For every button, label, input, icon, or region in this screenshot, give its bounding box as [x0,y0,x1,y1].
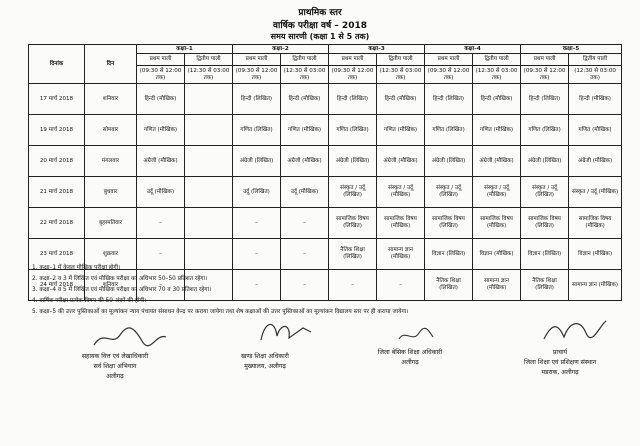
subject-cell [185,115,233,146]
subject-cell: अंग्रेजी (मौखिक) [137,146,185,177]
subject-cell: अंग्रेजी (लिखित) [233,146,281,177]
subject-cell: गणित (लिखित) [521,115,569,146]
subject-cell: – [137,208,185,239]
note-item: 1. कक्षा–1 में केवल मौखिक परीक्षा होगी। [32,265,121,271]
subject-cell: सामाजिक विषय (मौखिक) [569,208,622,239]
subject-cell: उर्दू (मौखिक) [281,177,329,208]
subject-cell: संस्कृत / उर्दू (मौखिक) [377,177,425,208]
subject-cell: गणित (मौखिक) [137,115,185,146]
shift-2-time: (12:30 से 03:00 तक) [281,66,329,84]
subject-cell: – [233,208,281,239]
date-cell: 22 मार्च 2018 [29,208,85,239]
subject-cell: विज्ञान (लिखित) [425,239,473,270]
subject-cell: नैतिक शिक्षा (लिखित) [521,270,569,301]
subject-cell: विज्ञान (मौखिक) [569,239,622,270]
date-cell: 20 मार्च 2018 [29,146,85,177]
header-timetable: समय सारणी (कक्षा 1 से 5 तक) [270,32,370,41]
signature-block-finance: सहायक वित्त एवं लेखाधिकारी सर्व शिक्षा अभियान अलीगढ़ [81,353,149,380]
subject-cell: अंग्रेजी (मौखिक) [569,146,622,177]
header-exam-year: वार्षिक परीक्षा वर्ष – 2018 [273,21,367,31]
note-item: 2. कक्षा–2 व 3 में लिखित एवं मौखिक परीक्षा का अधिभार 50–50 प्रतिशत रहेगा। [32,276,208,282]
subject-cell: अंग्रेजी (मौखिक) [473,146,521,177]
class-2-header: कक्षा–2 [233,45,329,54]
shift-1-time: (09:30 से 12:00 तक) [233,66,281,84]
subject-cell: गणित (लिखित) [425,115,473,146]
subject-cell: गणित (लिखित) [329,115,377,146]
subject-cell: – [233,239,281,270]
day-cell: सोमवार [85,115,137,146]
header-level: प्राथमिक स्तर [298,8,342,18]
shift-2-time: (12:30 से 03:00 तक) [569,66,622,84]
subject-cell: – [281,270,329,301]
shift-2-label: द्वितीय पाली [281,54,329,66]
subject-cell: सामाजिक विषय (लिखित) [425,208,473,239]
subject-cell: गणित (मौखिक) [473,115,521,146]
date-cell: 21 मार्च 2018 [29,177,85,208]
subject-cell: – [377,270,425,301]
subject-cell: गणित (मौखिक) [281,115,329,146]
subject-cell: हिन्दी (मौखिक) [377,84,425,115]
subject-cell: सामाजिक विषय (लिखित) [329,208,377,239]
day-cell: शुक्रवार [85,239,137,270]
subject-cell [185,84,233,115]
shift-2-time: (12:30 से 03:00 तक) [473,66,521,84]
subject-cell: संस्कृत / उर्दू (लिखित) [521,177,569,208]
date-cell: 23 मार्च 2018 [29,239,85,270]
subject-cell: उर्दू (मौखिक) [137,177,185,208]
subject-cell: सामान्य ज्ञान (मौखिक) [473,270,521,301]
shift-2-label: द्वितीय पाली [569,54,622,66]
note-item: 3. कक्षा–4 व 5 में लिखित एवं मौखिक परीक्षा का अधिभार 70 व 30 प्रतिशत रहेगा। [32,287,212,293]
shift-1-label: प्रथम पाली [425,54,473,66]
shift-2-time: (12:30 से 03:00 तक) [185,66,233,84]
shift-1-time: (09:30 से 12:00 तक) [521,66,569,84]
subject-cell: अंग्रेजी (लिखित) [329,146,377,177]
shift-1-time: (09:30 से 12:00 तक) [329,66,377,84]
subject-cell: हिन्दी (मौखिक) [137,84,185,115]
signature-scribble-1 [90,325,170,351]
shift-2-label: द्वितीय पाली [185,54,233,66]
subject-cell: गणित (मौखिक) [569,115,622,146]
subject-cell: सामाजिक विषय (मौखिक) [473,208,521,239]
signature-block-beo: खण्ड शिक्षा अधिकारी मुख्यालय, अलीगढ़ [241,353,289,370]
subject-cell: गणित (लिखित) [233,115,281,146]
class-1-header: कक्षा–1 [137,45,233,54]
subject-cell: हिन्दी (मौखिक) [473,84,521,115]
day-cell: मंगलवार [85,146,137,177]
subject-cell: नैतिक शिक्षा (लिखित) [329,239,377,270]
signature-block-principal: प्राचार्य जिला शिक्षा एवं प्रशिक्षण संस्थान मडराक, अलीगढ़ [523,349,597,376]
subject-cell: संस्कृत / उर्दू (मौखिक) [569,177,622,208]
date-cell: 19 मार्च 2018 [29,115,85,146]
class-4-header: कक्षा–4 [425,45,521,54]
subject-cell: विज्ञान (लिखित) [521,239,569,270]
day-cell: शनिवार [85,270,137,301]
subject-cell: अंग्रेजी (लिखित) [521,146,569,177]
day-cell: बृहस्पतिवार [85,208,137,239]
subject-cell: अंग्रेजी (लिखित) [425,146,473,177]
subject-cell: सामाजिक विषय (मौखिक) [377,208,425,239]
subject-cell: अंग्रेजी (मौखिक) [281,146,329,177]
signature-scribble-2 [255,318,315,346]
notes-list [32,263,408,318]
subject-cell [185,146,233,177]
shift-1-time: (09:30 से 12:00 तक) [425,66,473,84]
table-row [29,208,622,239]
shift-1-time: (09:30 से 12:00 तक) [137,66,185,84]
subject-cell: संस्कृत / उर्दू (लिखित) [329,177,377,208]
shift-1-label: प्रथम पाली [521,54,569,66]
shift-1-label: प्रथम पाली [137,54,185,66]
subject-cell: गणित (मौखिक) [377,115,425,146]
subject-cell [185,208,233,239]
subject-cell: उर्दू (लिखित) [233,177,281,208]
shift-1-label: प्रथम पाली [233,54,281,66]
subject-cell: – [137,239,185,270]
table-row [29,146,622,177]
date-cell: 17 मार्च 2018 [29,84,85,115]
subject-cell: – [281,208,329,239]
class-header-row [29,45,622,54]
subject-cell: – [233,270,281,301]
subject-cell: अंग्रेजी (मौखिक) [377,146,425,177]
subject-cell: सामाजिक विषय (लिखित) [521,208,569,239]
subject-cell: – [281,239,329,270]
subject-cell: संस्कृत / उर्दू (मौखिक) [473,177,521,208]
shift-2-label: द्वितीय पाली [377,54,425,66]
note-item: 5. कक्षा–5 की उत्तर पुस्तिकाओं का मूल्यांकन न्याय पंचायत संसाधन केन्द्र पर कराया जायेगा तथा शेष कक्षाओं की उत्तर पुस्तिकाओं का मूल्यांकन विद्यालय स्तर पर ही कराया जायेगा। [32,309,409,315]
shift-2-label: द्वितीय पाली [473,54,521,66]
signature-scribble-3 [395,325,435,345]
day-cell: बुधवार [85,177,137,208]
note-item: 4. वार्षिक परीक्षा प्रत्येक विषय की 50 अंकों की होगी। [32,298,147,304]
subject-cell: हिन्दी (मौखिक) [281,84,329,115]
subject-cell: सामान्य ज्ञान (मौखिक) [569,270,622,301]
subject-cell: – [137,270,185,301]
subject-cell: विज्ञान (मौखिक) [473,239,521,270]
day-cell: शनिवार [85,84,137,115]
signature-block-bsa: जिला बेसिक शिक्षा अधिकारी अलीगढ़ [377,349,443,366]
col-date-header: दिनांक [29,45,85,84]
class-5-header: कक्षा–5 [521,45,622,54]
subject-cell: – [329,270,377,301]
subject-cell [185,177,233,208]
subject-cell: नैतिक शिक्षा (लिखित) [425,270,473,301]
subject-cell: संस्कृत / उर्दू (लिखित) [425,177,473,208]
signature-scribble-4 [540,315,610,345]
subject-cell: हिन्दी (लिखित) [329,84,377,115]
table-row [29,177,622,208]
subject-cell: हिन्दी (लिखित) [233,84,281,115]
shift-2-time: (12:30 से 03:00 तक) [377,66,425,84]
subject-cell: हिन्दी (लिखित) [425,84,473,115]
subject-cell: हिन्दी (मौखिक) [569,84,622,115]
date-cell: 24 मार्च 2018 [29,270,85,301]
table-row [29,84,622,115]
col-day-header: दिन [85,45,137,84]
class-3-header: कक्षा–3 [329,45,425,54]
subject-cell: हिन्दी (लिखित) [521,84,569,115]
table-row [29,115,622,146]
shift-1-label: प्रथम पाली [329,54,377,66]
subject-cell: सामान्य ज्ञान (मौखिक) [377,239,425,270]
